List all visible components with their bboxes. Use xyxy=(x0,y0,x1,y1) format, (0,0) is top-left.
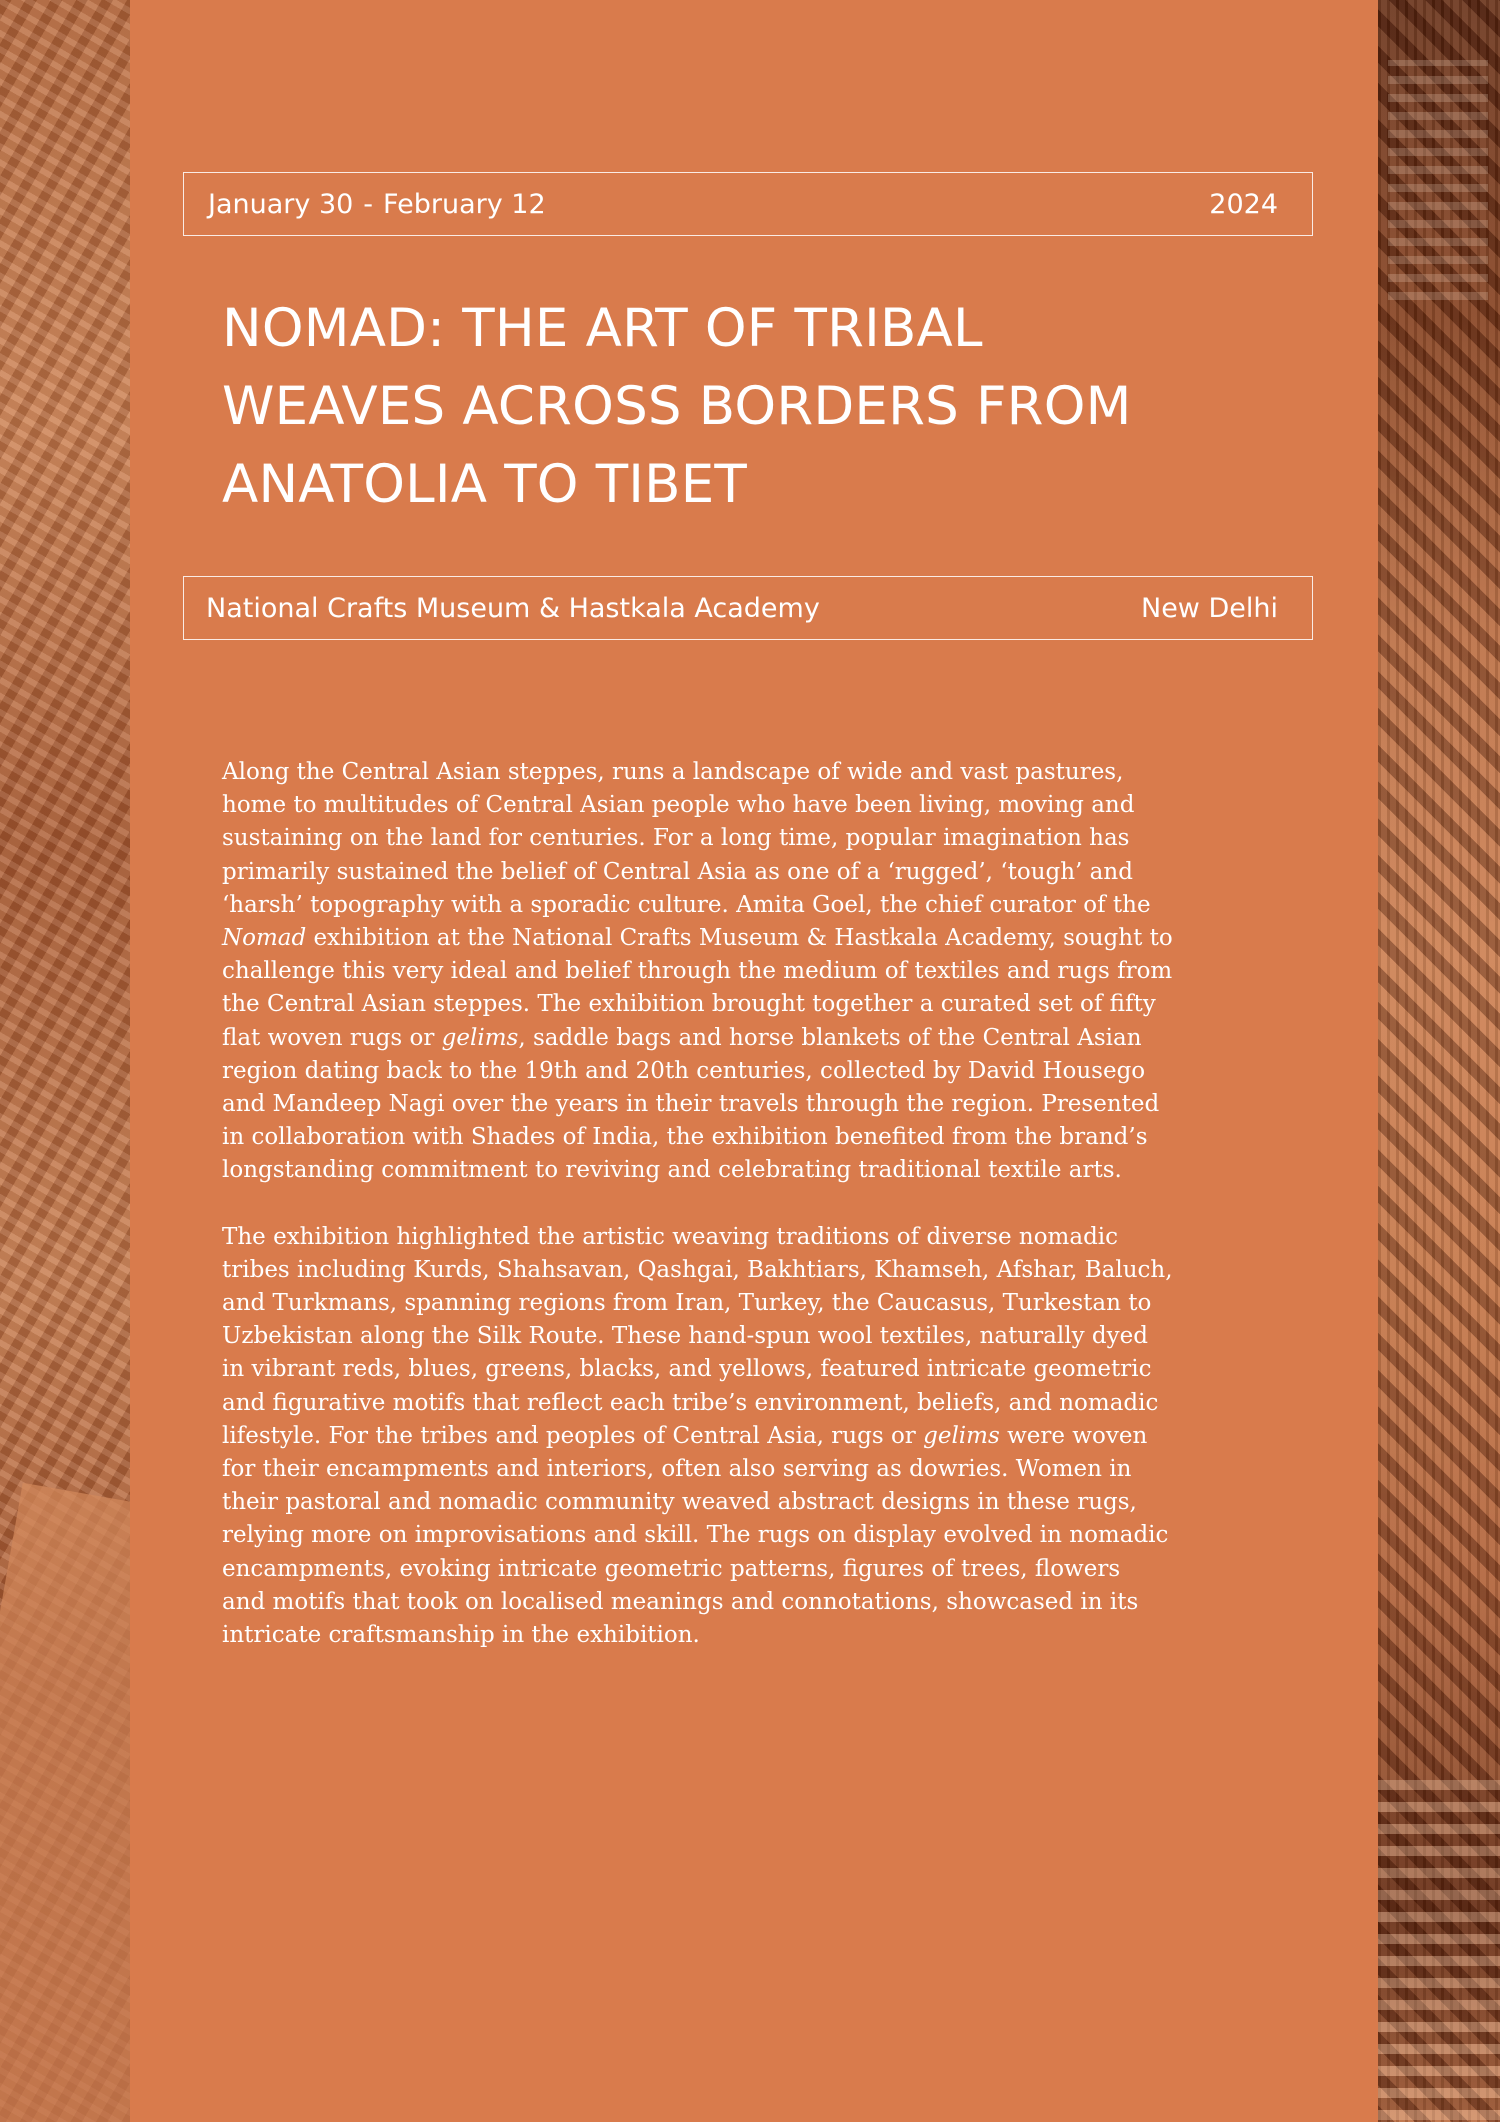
date-banner xyxy=(183,172,1313,236)
venue-name: National Crafts Museum & Hastkala Academy xyxy=(206,593,820,624)
rug-image-left xyxy=(0,0,130,2122)
venue-banner xyxy=(183,576,1313,640)
venue-city: New Delhi xyxy=(1141,593,1278,624)
p1-text-c: , saddle bags and horse blankets of the Central Asian region dating back to the 19th and 20th centuries, collected by David Housego and Mandeep Nagi over the years in their travels through the region. Presented in collaboration with Shades of India, the exhibition benefited from the brand’s longstanding commitment to reviving and celebrating traditional textile arts. xyxy=(222,1024,1160,1184)
p2-italic-gelims: gelims xyxy=(923,1422,1000,1449)
article-panel xyxy=(130,0,1378,2122)
article-body xyxy=(222,756,1402,1685)
p1-italic-nomad: Nomad xyxy=(222,925,307,952)
p2-text-a: The exhibition highlighted the artistic weaving traditions of diverse nomadic tribes including Kurds, Shahsavan, Qashgai, Bakhtiars, Khamseh, Afshar, Baluch, and Turkmans, spanning regions from Iran, Turkey, the Caucasus, Turkestan to Uzbekistan along the Silk Route. These hand-spun wool textiles, naturally dyed in vibrant reds, blues, greens, blacks, and yellows, featured intricate geometric and figurative motifs that reflect each tribe’s environment, beliefs, and nomadic lifestyle. For the tribes and peoples of Central Asia, rugs or xyxy=(222,1223,1173,1449)
date-end: February 12 xyxy=(383,189,546,220)
p1-italic-gelims: gelims xyxy=(441,1024,519,1051)
paragraph-2 xyxy=(222,1221,1402,1653)
paragraph-1 xyxy=(222,756,1402,1188)
date-separator: - xyxy=(363,189,374,220)
p1-text-a: Along the Central Asian steppes, runs a landscape of wide and vast pastures, home to multitudes of Central Asian people who have been living, moving and sustaining on the land for centuries. For a long time, popular imagination has primarily sustained the belief of Central Asia as one of a ‘rugged’, ‘tough’ and ‘harsh’ topography with a sporadic culture. Amita Goel, the chief curator of the xyxy=(222,759,1151,918)
date-start: January 30 xyxy=(208,189,354,220)
exhibition-title: NOMAD: THE ART OF TRIBAL WEAVES ACROSS BORDERS FROM ANATOLIA TO TIBET xyxy=(222,298,1132,515)
p1-text-b: exhibition at the National Crafts Museum & Hastkala Academy, sought to challenge this very ideal and belief through the medium of textiles and rugs from the Central Asian steppes. The exhibition brought together a curated set of fifty flat woven rugs or xyxy=(222,925,1173,1051)
year: 2024 xyxy=(1209,189,1278,220)
date-range xyxy=(208,173,546,237)
p2-text-b: were woven for their encampments and interiors, often also serving as dowries. Women in their pastoral and nomadic community weaved abstract designs in these rugs, relying more on improvisations and skill. The rugs on display evolved in nomadic encampments, evoking intricate geometric patterns, figures of trees, flowers and motifs that took on localised meanings and connotations, showcased in its intricate craftsmanship in the exhibition. xyxy=(222,1422,1169,1649)
